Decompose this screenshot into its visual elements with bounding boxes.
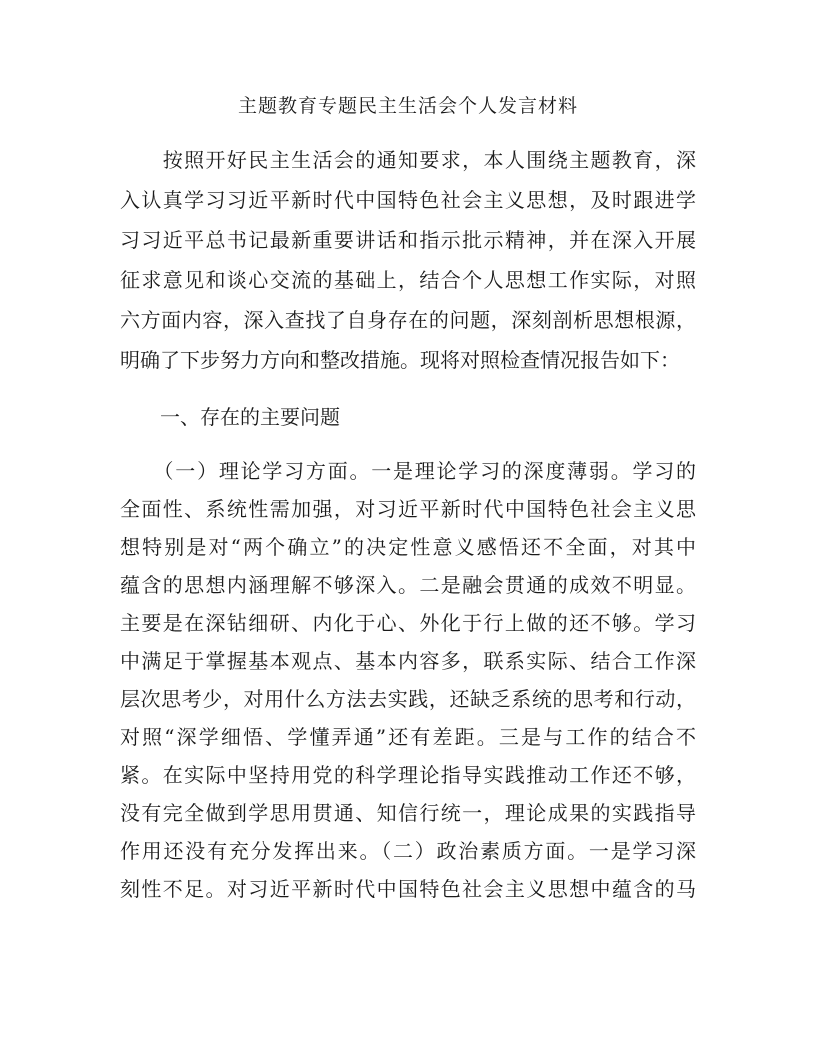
paragraph-line: 全面性、系统性需加强，对习近平新时代中国特色社会主义思 <box>120 497 696 521</box>
paragraph-line: 入认真学习习近平新时代中国特色社会主义思想，及时跟进学 <box>120 188 696 212</box>
paragraph-line: 主要是在深钻细研、内化于心、外化于行上做的还不够。学习 <box>120 611 696 635</box>
paragraph-line: 明确了下步努力方向和整改措施。现将对照检查情况报告如下： <box>120 348 680 372</box>
paragraph-line: 中满足于掌握基本观点、基本内容多，联系实际、结合工作深 <box>120 649 696 673</box>
paragraph-line: 六方面内容，深入查找了自身存在的问题，深刻剖析思想根源， <box>120 308 696 332</box>
paragraph-line: 层次思考少，对用什么方法去实践，还缺乏系统的思考和行动， <box>120 687 696 711</box>
paragraph-line: 对照“深学细悟、学懂弄通”还有差距。三是与工作的结合不 <box>120 725 696 749</box>
paragraph-line: 没有完全做到学思用贯通、知信行统一，理论成果的实践指导 <box>120 801 696 825</box>
paragraph-line: 紧。在实际中坚持用党的科学理论指导实践推动工作还不够， <box>120 763 696 787</box>
paragraph-line: 按照开好民主生活会的通知要求，本人围绕主题教育，深 <box>120 148 696 172</box>
paragraph-line: 刻性不足。对习近平新时代中国特色社会主义思想中蕴含的马 <box>120 877 696 901</box>
paragraph-line: 想特别是对“两个确立”的决定性意义感悟还不全面，对其中 <box>120 535 696 559</box>
document-title: 主题教育专题民主生活会个人发言材料 <box>237 95 578 117</box>
paragraph-line: 征求意见和谈心交流的基础上，结合个人思想工作实际，对照 <box>120 268 696 292</box>
section-heading: 一、存在的主要问题 <box>120 405 340 429</box>
paragraph-line: 蕴含的思想内涵理解不够深入。二是融会贯通的成效不明显。 <box>120 573 696 597</box>
paragraph-line: 作用还没有充分发挥出来。（二）政治素质方面。一是学习深 <box>120 839 696 863</box>
paragraph-line: 习习近平总书记最新重要讲话和指示批示精神，并在深入开展 <box>120 228 696 252</box>
paragraph-line: （一）理论学习方面。一是理论学习的深度薄弱。学习的 <box>120 459 696 483</box>
